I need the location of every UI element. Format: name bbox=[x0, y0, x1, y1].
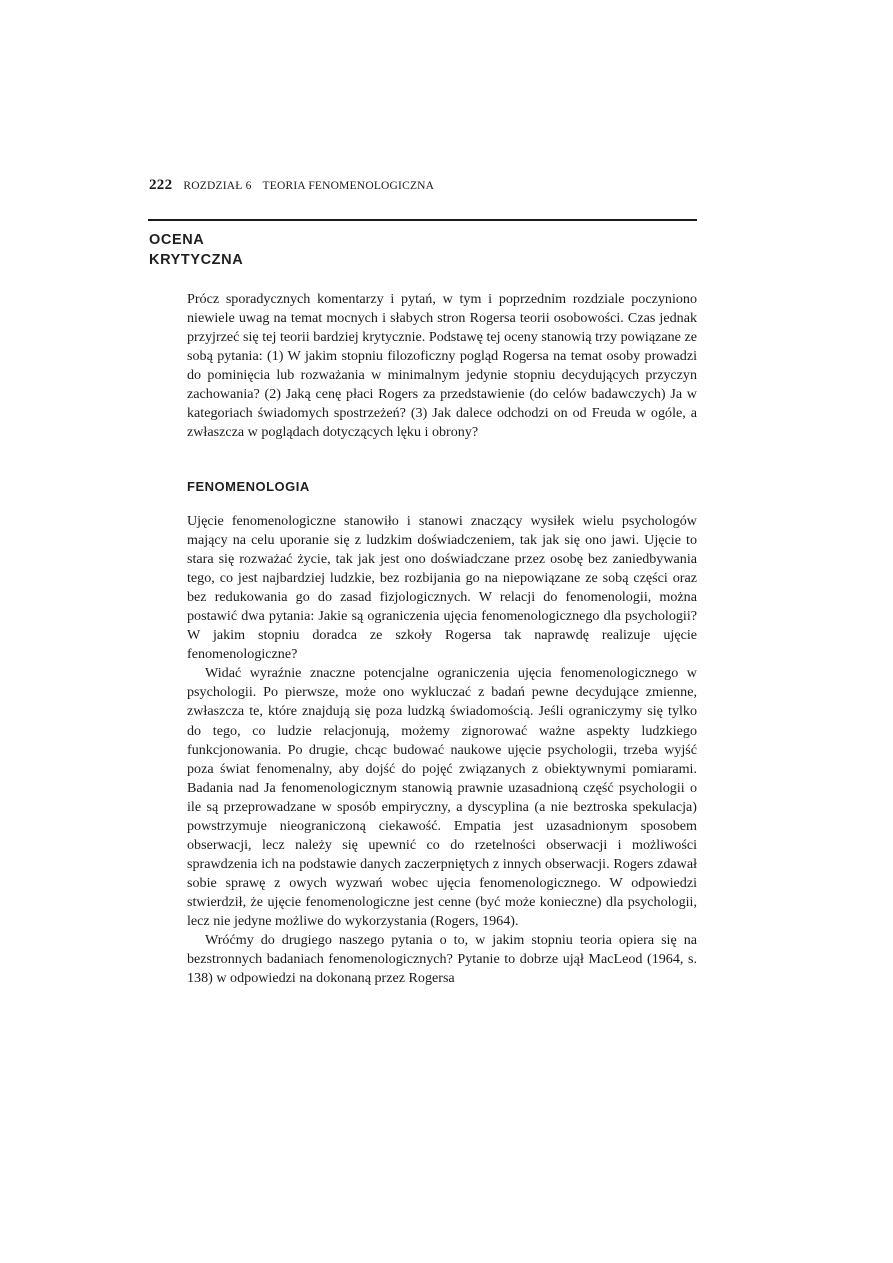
chapter-label: ROZDZIAŁ 6 bbox=[183, 180, 252, 192]
page-number: 222 bbox=[149, 177, 173, 193]
running-head bbox=[149, 176, 709, 194]
paragraph-1: Ujęcie fenomenologiczne stanowiło i stanowi znaczący wysiłek wielu psychologów mający na celu uporanie się z ludzkim doświadczeniem, tak jak się ono jawi. Ujęcie to stara się rozważać życie, tak jak jest ono doświadczane przez osobę bez zaniedbywania tego, co jest najbardziej ludzkie, bez rozbijania go na niepowiązane ze sobą części oraz bez redukowania go do zasad fizjologicznych. W relacji do fenomenologii, można postawić dwa pytania: Jakie są ograniczenia ujęcia fenomenologicznego dla psychologii? W jakim stopniu doradca ze szkoły Rogersa tak naprawdę realizuje ujęcie fenomenologiczne? bbox=[187, 513, 697, 663]
section-heading-line-2: KRYTYCZNA bbox=[149, 252, 244, 268]
section-heading-line-1: OCENA bbox=[149, 232, 205, 248]
intro-paragraph: Prócz sporadycznych komentarzy i pytań, w tym i poprzednim rozdziale poczyniono niewiele uwag na temat mocnych i słabych stron Rogersa teorii osobowości. Czas jednak przyjrzeć się tej teorii bardziej krytycznie. Podstawę tej oceny stanowią trzy powiązane ze sobą pytania: (1) W jakim stopniu filozoficzny pogląd Rogersa na temat osoby prowadzi do pominięcia lub rozważania w minimalnym jedynie stopniu decydujących przyczyn zachowania? (2) Jaką cenę płaci Rogers za przedstawienie (do celów badawczych) Ja w kategoriach świadomych spostrzeżeń? (3) Jak dalece odchodzi on od Freuda w ogóle, a zwłaszcza w poglądach dotyczących lęku i obrony? bbox=[187, 291, 697, 441]
chapter-title: TEORIA FENOMENOLOGICZNA bbox=[262, 180, 435, 192]
paragraph-2: Widać wyraźnie znaczne potencjalne ograniczenia ujęcia fenomenologicznego w psychologii. Po pierwsze, może ono wykluczać z badań pewne decydujące zmienne, zwłaszcza te, które znajdują się poza ludzką świadomością. Jeśli ograniczymy się tylko do tego, co ludzie relacjonują, możemy zignorować ważne aspekty ludzkiego funkcjonowania. Po drugie, chcąc budować naukowe ujęcie psychologii, trzeba wyjść poza świat fenomenalny, aby dojść do pojęć związanych z obiektywnymi pomiarami. Badania nad Ja fenomenologicznym stanowią prawnie uzasadnioną część psychologii o ile są przeprowadzane w sposób empiryczny, a dyscyplina (a nie beztroska spekulacja) powstrzymuje nieograniczoną ciekawość. Empatia jest uzasadnionym sposobem obserwacji, lecz należy się upewnić co do rzetelności obserwacji i możliwości sprawdzenia ich na podstawie danych zaczerpniętych z innych obserwacji. Rogers zdawał sobie sprawę z owych wyzwań wobec ujęcia fenomenologicznego. W odpowiedzi stwierdził, że ujęcie fenomenologiczne jest cenne (być może konieczne) dla psychologii, lecz nie jedyne możliwe do wykorzystania (Rogers, 1964). bbox=[187, 665, 697, 929]
subsection-body bbox=[187, 512, 697, 988]
section-heading bbox=[149, 230, 349, 270]
paragraph-3: Wróćmy do drugiego naszego pytania o to, w jakim stopniu teoria opiera się na bezstronnych badaniach fenomenologicznych? Pytanie to dobrze ujął MacLeod (1964, s. 138) w odpowiedzi na dokonaną przez Rogersa bbox=[187, 932, 697, 987]
header-rule bbox=[148, 219, 697, 221]
subsection-heading: FENOMENOLOGIA bbox=[187, 479, 310, 494]
